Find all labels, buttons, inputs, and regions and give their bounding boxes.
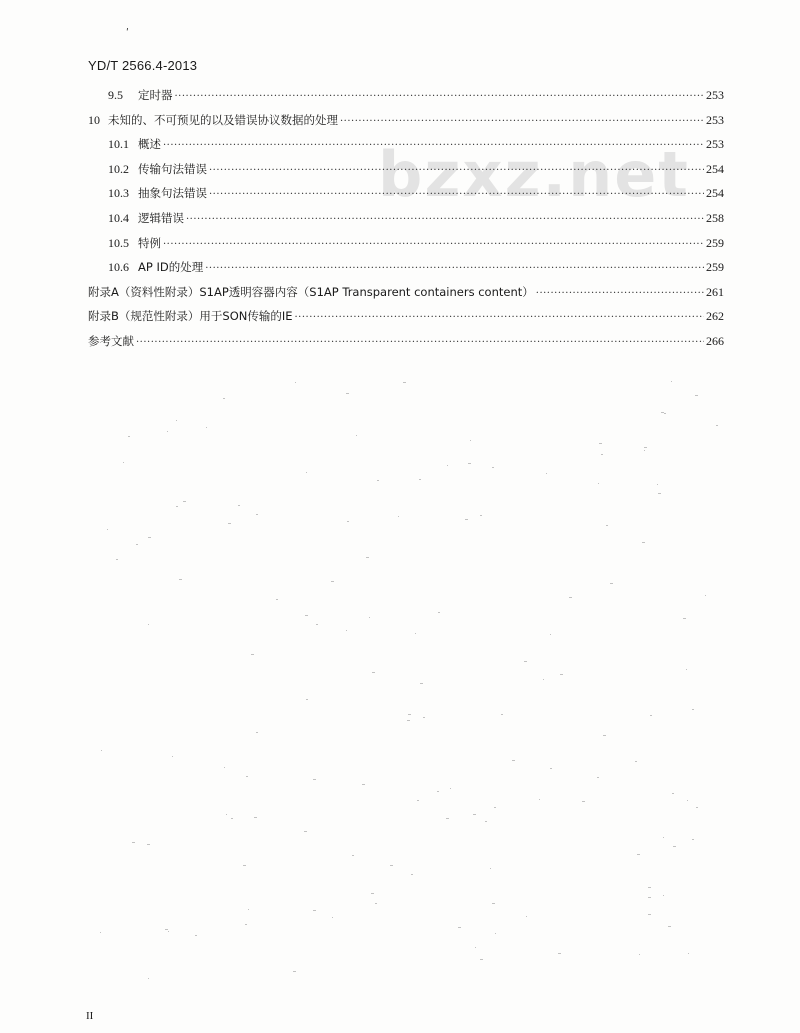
scan-speck xyxy=(650,715,652,716)
scan-speck xyxy=(582,801,585,802)
scan-speck xyxy=(447,465,448,466)
scan-speck xyxy=(228,523,231,524)
scan-speck xyxy=(293,971,296,972)
scan-speck xyxy=(475,947,476,948)
scan-speck xyxy=(295,382,296,383)
scan-speck xyxy=(306,699,308,700)
scan-speck xyxy=(223,398,225,399)
scan-speck xyxy=(398,516,399,517)
scan-speck xyxy=(195,935,197,936)
scan-speck xyxy=(313,910,316,911)
watermark: bzxz.net xyxy=(378,138,690,211)
scan-speck xyxy=(663,837,664,838)
scan-speck xyxy=(603,735,606,736)
scan-speck xyxy=(403,382,406,383)
scan-speck xyxy=(306,472,307,473)
scan-speck xyxy=(256,514,258,515)
scan-speck xyxy=(304,831,307,832)
scan-speck xyxy=(657,484,658,485)
scan-speck xyxy=(550,768,552,769)
scan-speck xyxy=(148,537,151,538)
toc-entry-page: 259 xyxy=(706,235,724,250)
scan-speck xyxy=(276,599,278,600)
scan-speck xyxy=(420,683,423,684)
scan-speck xyxy=(569,597,572,598)
scan-speck xyxy=(692,839,694,840)
toc-entry-title: 传输句法错误 xyxy=(138,161,207,176)
toc-dot-leader xyxy=(163,140,704,151)
toc-dot-leader xyxy=(136,337,704,348)
scan-speck xyxy=(606,525,608,526)
scan-speck xyxy=(116,559,118,560)
toc-entry-page: 259 xyxy=(706,260,724,275)
scan-speck xyxy=(316,624,318,625)
scan-speck xyxy=(128,436,130,437)
scan-speck xyxy=(346,393,349,394)
toc-entry-number: 10.1 xyxy=(108,137,129,152)
scan-speck xyxy=(332,917,333,918)
scan-speck xyxy=(648,914,651,915)
scan-speck xyxy=(642,542,645,543)
scan-speck xyxy=(248,909,249,910)
scan-speck xyxy=(183,501,186,502)
scan-speck xyxy=(543,679,544,680)
scan-speck xyxy=(705,595,706,596)
scan-speck xyxy=(231,818,233,819)
toc-entry-page: 253 xyxy=(706,137,724,152)
scan-speck xyxy=(639,954,640,955)
toc-dot-leader xyxy=(163,239,704,250)
scan-speck xyxy=(123,462,124,463)
scan-speck xyxy=(495,933,496,934)
scan-speck xyxy=(661,412,664,413)
standard-code-header: YD/T 2566.4-2013 xyxy=(88,58,198,73)
scan-speck xyxy=(524,661,527,662)
toc-dot-leader xyxy=(205,263,704,274)
scan-speck xyxy=(148,624,149,625)
toc-dot-leader xyxy=(186,214,704,225)
scan-speck xyxy=(417,800,419,801)
scan-speck xyxy=(473,814,476,815)
table-of-contents xyxy=(88,87,724,358)
scan-speck xyxy=(485,821,487,822)
scan-speck xyxy=(390,865,393,866)
toc-entry-number: 10 xyxy=(88,112,100,127)
scan-speck xyxy=(688,953,689,954)
scan-speck xyxy=(637,854,640,855)
scan-speck xyxy=(465,519,468,520)
scan-speck xyxy=(664,413,666,414)
toc-entry-title: 定时器 xyxy=(138,88,173,102)
toc-entry[interactable] xyxy=(88,333,724,358)
scan-speck xyxy=(635,761,637,762)
toc-entry-page: 266 xyxy=(706,333,724,348)
scan-speck xyxy=(468,463,471,464)
scan-speck xyxy=(480,959,483,960)
toc-entry[interactable] xyxy=(88,259,724,284)
scan-mark: ʹ xyxy=(126,28,129,39)
toc-entry-number: 10.5 xyxy=(108,235,129,250)
toc-entry-page: 261 xyxy=(706,284,724,299)
scan-speck xyxy=(546,473,547,474)
toc-entry-number: 10.6 xyxy=(108,260,129,275)
scan-speck xyxy=(254,817,257,818)
scan-speck xyxy=(246,776,248,777)
scan-speck xyxy=(419,479,421,480)
scan-speck xyxy=(371,893,374,894)
scan-speck xyxy=(644,450,645,451)
scan-speck xyxy=(176,506,178,507)
toc-entry-title: 抽象句法错误 xyxy=(138,186,207,201)
toc-entry[interactable] xyxy=(88,136,724,161)
toc-entry-title: 逻辑错误 xyxy=(138,210,184,225)
scan-speck xyxy=(683,618,686,619)
scan-speck xyxy=(601,454,603,455)
scan-speck xyxy=(550,634,551,635)
scan-speck xyxy=(644,447,647,448)
toc-entry[interactable] xyxy=(88,308,724,333)
scan-speck xyxy=(490,868,491,869)
scan-speck xyxy=(673,846,676,847)
scan-speck xyxy=(206,427,207,428)
scan-speck xyxy=(423,717,425,718)
scan-speck xyxy=(165,929,168,930)
toc-entry-number: 9.5 xyxy=(108,88,123,102)
scan-speck xyxy=(598,483,599,484)
toc-dot-leader xyxy=(209,189,704,200)
toc-entry[interactable] xyxy=(88,185,724,210)
toc-entry-page: 258 xyxy=(706,210,724,225)
scan-speck xyxy=(446,818,449,819)
toc-entry-title: AP ID的处理 xyxy=(138,260,204,275)
scan-speck xyxy=(356,435,357,436)
toc-entry-title: 附录A（资料性附录）S1AP透明容器内容（S1AP Transparent containers content） xyxy=(88,284,534,299)
scan-speck xyxy=(347,521,349,522)
scan-speck xyxy=(458,927,461,928)
scan-speck xyxy=(179,579,182,580)
toc-entry-page: 253 xyxy=(706,112,724,127)
scan-speck xyxy=(352,855,354,856)
scan-speck xyxy=(331,581,334,582)
scan-speck xyxy=(372,672,375,673)
toc-entry-number: 10.4 xyxy=(108,210,129,225)
scan-speck xyxy=(256,732,258,733)
scan-speck xyxy=(147,844,150,845)
scan-speck xyxy=(599,443,602,444)
scan-speck xyxy=(101,750,102,751)
scan-speck xyxy=(136,544,138,545)
toc-entry-number: 10.2 xyxy=(108,161,129,176)
page-number-roman: II xyxy=(86,1010,94,1022)
scan-speck xyxy=(107,529,108,530)
scan-speck xyxy=(696,807,698,808)
scan-speck xyxy=(648,887,651,888)
scan-speck xyxy=(610,583,613,584)
toc-entry[interactable] xyxy=(88,284,724,309)
scan-speck xyxy=(492,467,494,468)
scan-speck xyxy=(692,709,694,710)
scan-speck xyxy=(672,793,674,794)
toc-entry[interactable] xyxy=(88,112,724,137)
toc-entry-page: 253 xyxy=(706,88,724,102)
toc-entry-title: 未知的、不可预见的以及错误协议数据的处理 xyxy=(108,112,338,127)
toc-entry[interactable] xyxy=(88,161,724,186)
toc-entry-page: 254 xyxy=(706,186,724,201)
toc-entry-page: 254 xyxy=(706,161,724,176)
scan-speck xyxy=(407,720,410,721)
scan-speck xyxy=(671,381,672,382)
scan-speck xyxy=(480,515,482,516)
scan-speck xyxy=(148,978,149,979)
scan-speck xyxy=(408,714,411,715)
scan-speck xyxy=(313,779,316,780)
scan-speck xyxy=(539,799,540,800)
scan-speck xyxy=(415,633,416,634)
scan-speck xyxy=(362,784,365,785)
scan-speck xyxy=(658,493,661,494)
scan-speck xyxy=(132,842,135,843)
scan-speck xyxy=(438,612,440,613)
scan-speck xyxy=(560,674,563,675)
scan-speck xyxy=(226,814,227,815)
scan-speck xyxy=(168,931,169,932)
scan-speck xyxy=(558,953,561,954)
toc-entry[interactable] xyxy=(88,210,724,235)
scan-speck xyxy=(597,777,599,778)
toc-entry-page: 262 xyxy=(706,309,724,324)
scan-speck xyxy=(100,932,101,933)
scan-speck xyxy=(375,903,377,904)
toc-dot-leader xyxy=(536,288,704,299)
scan-speck xyxy=(512,760,515,761)
scan-speck xyxy=(501,714,503,715)
toc-dot-leader xyxy=(295,312,705,323)
scan-speck xyxy=(526,916,527,917)
toc-entry-title: 参考文献 xyxy=(88,333,134,348)
scan-speck xyxy=(687,800,688,801)
scan-speck xyxy=(172,756,173,757)
toc-entry-title: 特例 xyxy=(138,235,161,250)
scan-speck xyxy=(411,874,413,875)
scan-speck xyxy=(492,903,495,904)
scan-speck xyxy=(167,431,168,432)
scan-speck xyxy=(369,617,370,618)
scan-speck xyxy=(176,420,177,421)
scan-speck xyxy=(243,865,246,866)
toc-dot-leader xyxy=(209,165,704,176)
scan-speck xyxy=(695,395,698,396)
toc-entry[interactable] xyxy=(88,87,724,112)
toc-entry[interactable] xyxy=(88,235,724,260)
scan-speck xyxy=(238,505,240,506)
toc-entry-number: 10.3 xyxy=(108,186,129,201)
scan-speck xyxy=(648,897,651,898)
toc-dot-leader xyxy=(340,116,704,127)
toc-dot-leader xyxy=(175,91,705,102)
toc-entry-title: 附录B（规范性附录）用于SON传输的IE xyxy=(88,309,293,324)
scan-speck xyxy=(450,788,451,789)
scan-speck xyxy=(346,630,347,631)
scan-speck xyxy=(245,924,247,925)
scan-speck xyxy=(668,926,671,927)
scan-speck xyxy=(251,654,254,655)
scan-speck xyxy=(224,767,225,768)
scan-speck xyxy=(686,669,687,670)
scan-speck xyxy=(470,440,471,441)
scan-speck xyxy=(494,807,496,808)
scan-speck xyxy=(377,480,379,481)
scan-speck xyxy=(716,425,718,426)
scan-speck xyxy=(437,791,439,792)
scan-speck xyxy=(663,895,664,896)
toc-entry-title: 概述 xyxy=(138,137,161,152)
scan-speck xyxy=(305,615,308,616)
scan-speck xyxy=(366,557,369,558)
